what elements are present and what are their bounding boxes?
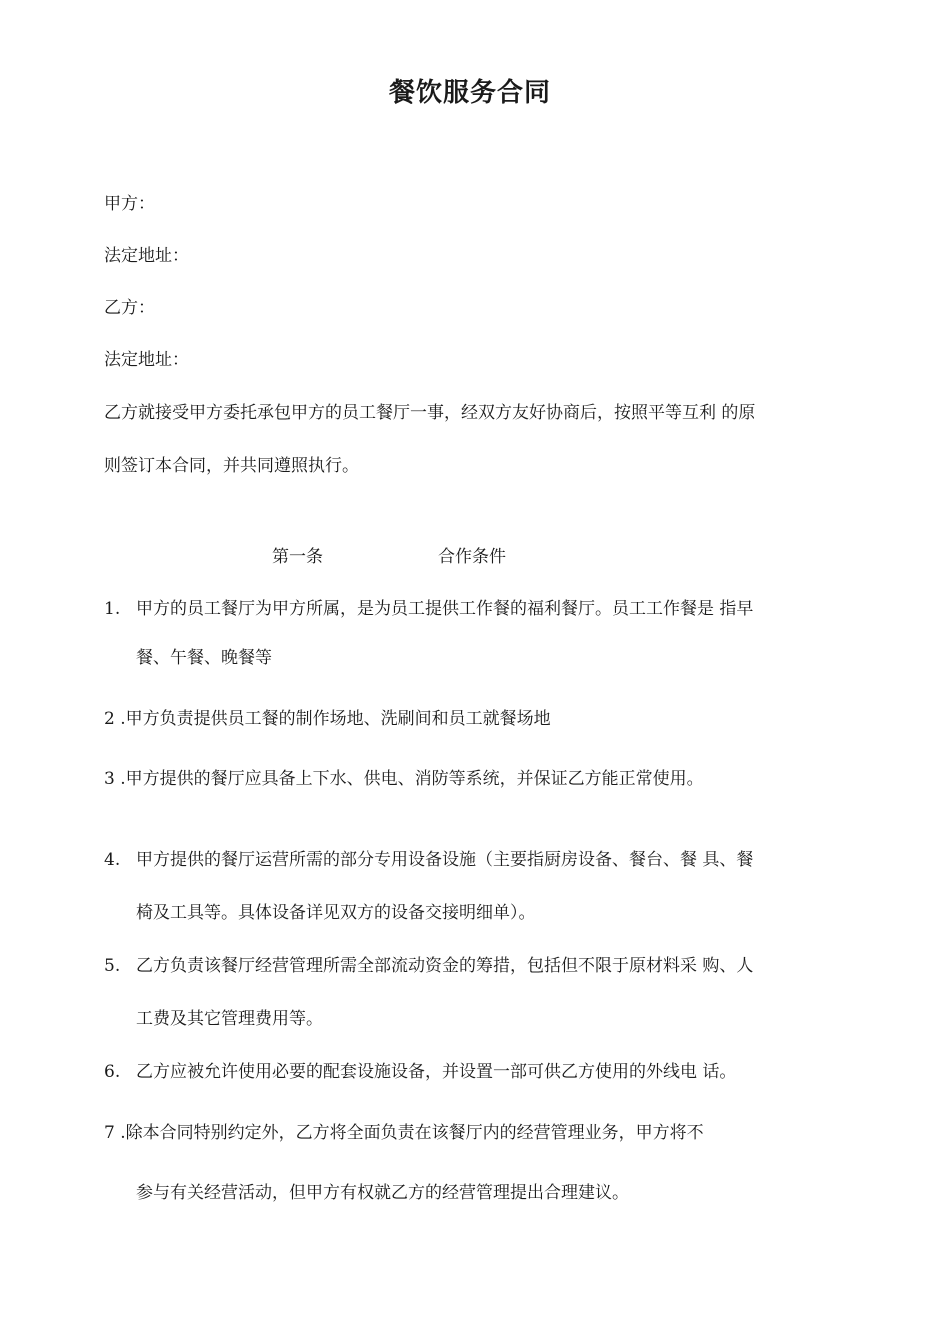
clause-5-line-1: 乙方负责该餐厅经营管理所需全部流动资金的筹措，包括但不限于原材料采 购、人 [136, 956, 754, 976]
party-a-label: 甲方： [104, 194, 155, 214]
clause-6-line-1: 乙方应被允许使用必要的配套设施设备，并设置一部可供乙方使用的外线电 话。 [136, 1062, 737, 1082]
clause-2: 2 .甲方负责提供员工餐的制作场地、洗刷间和员工就餐场地 [104, 709, 551, 729]
clause-4-line-2: 椅及工具等。具体设备详见双方的设备交接明细单）。 [136, 903, 536, 923]
article-heading: 合作条件 [438, 547, 506, 567]
clause-3: 3 .甲方提供的餐厅应具备上下水、供电、消防等系统，并保证乙方能正常使用。 [104, 769, 704, 789]
party-b-label: 乙方： [104, 298, 155, 318]
intro-paragraph-line-1: 乙方就接受甲方委托承包甲方的员工餐厅一事，经双方友好协商后，按照平等互利 的原 [104, 403, 756, 423]
clause-6-number: 6. [104, 1062, 121, 1082]
document-title: 餐饮服务合同 [388, 78, 551, 108]
intro-paragraph-line-2: 则签订本合同，并共同遵照执行。 [104, 456, 359, 476]
clause-4-line-1: 甲方提供的餐厅运营所需的部分专用设备设施（主要指厨房设备、餐台、餐 具、餐 [136, 850, 754, 870]
clause-5-number: 5. [104, 956, 121, 976]
party-a-address-label: 法定地址： [104, 246, 189, 266]
clause-7-line-2: 参与有关经营活动，但甲方有权就乙方的经营管理提出合理建议。 [136, 1183, 629, 1203]
clause-1-line-2: 餐、午餐、晚餐等 [136, 648, 272, 668]
clause-1-number: 1. [104, 599, 121, 619]
clause-5-line-2: 工费及其它管理费用等。 [136, 1009, 323, 1029]
party-b-address-label: 法定地址： [104, 350, 189, 370]
clause-1-line-1: 甲方的员工餐厅为甲方所属，是为员工提供工作餐的福利餐厅。员工工作餐是 指早 [136, 599, 754, 619]
clause-7-line-1: 7 .除本合同特别约定外，乙方将全面负责在该餐厅内的经营管理业务，甲方将不 [104, 1123, 704, 1143]
clause-4-number: 4. [104, 850, 121, 870]
article-number: 第一条 [272, 547, 323, 567]
